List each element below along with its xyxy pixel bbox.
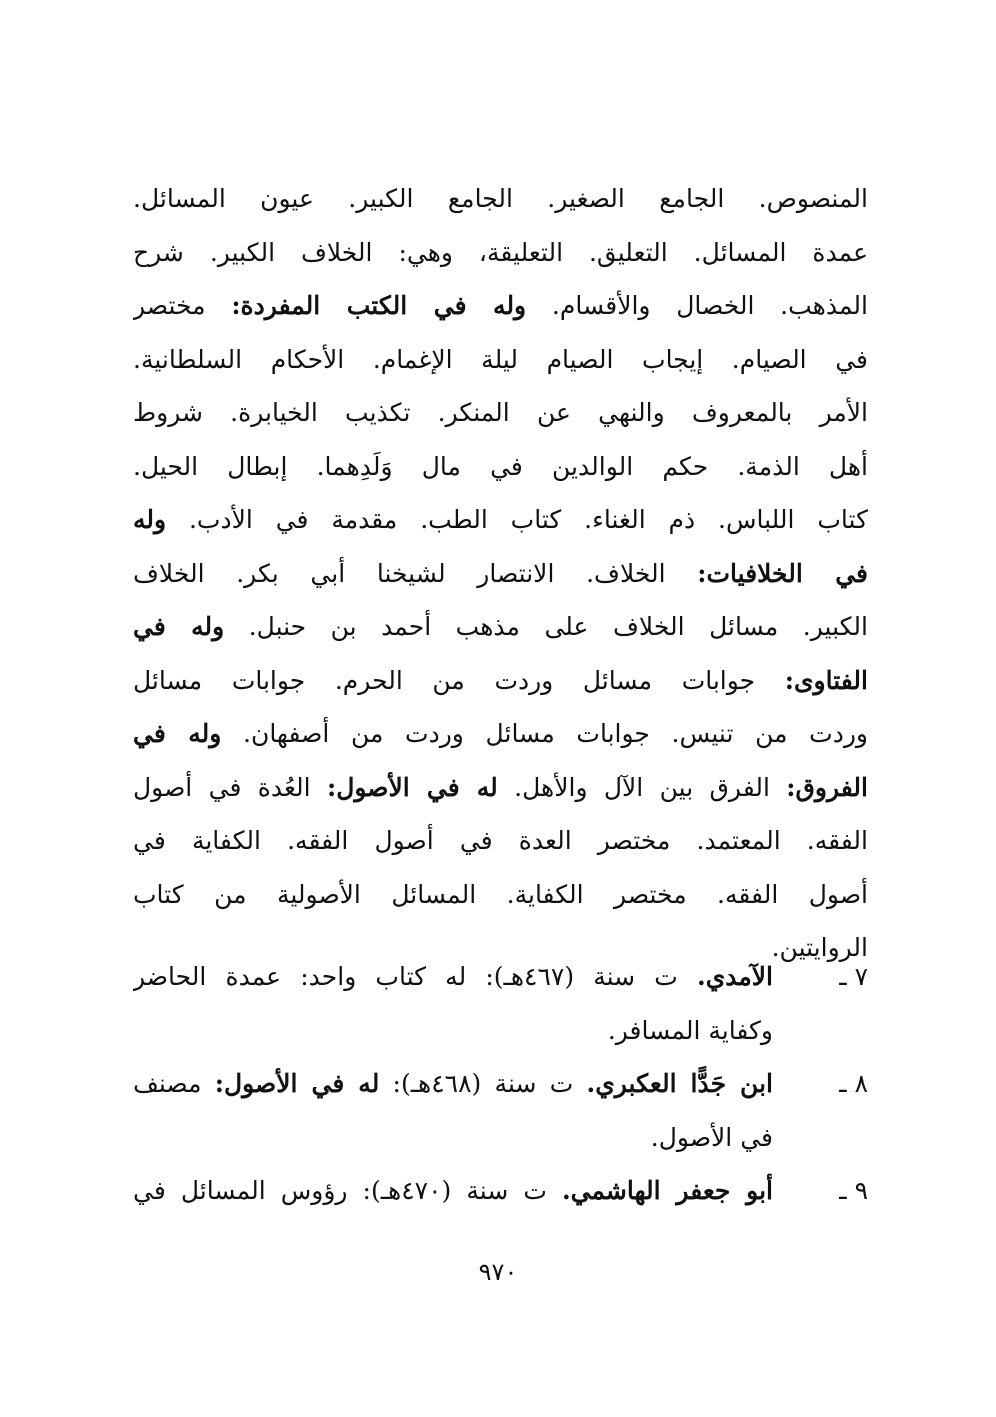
text-segment: الكبير. مسائل الخلاف على مذهب أحمد بن حنبل. (224, 612, 868, 641)
bold-heading-segment: أبو جعفر الهاشمي. (561, 1176, 773, 1205)
text-segment: عمدة المسائل. التعليق. التعليقة، وهي: الخلاف الكبير. شرح (133, 237, 868, 267)
text-segment: وردت من تنيس. جوابات مسائل وردت من أصفهان. (221, 719, 868, 748)
entry-item (133, 950, 868, 1057)
bold-heading-segment: الفروق: (786, 772, 868, 802)
entry-text (133, 1057, 773, 1164)
entry-text (133, 950, 773, 1057)
bold-heading-segment: وله (133, 505, 167, 534)
text-segment: العُدة في أصول (133, 772, 327, 802)
numbered-entries (133, 950, 868, 1218)
text-segment: الأمر بالمعروف والنهي عن المنكر. تكذيب الخيابرة. شروط (133, 398, 868, 427)
bold-heading-segment: وله في (133, 612, 225, 641)
text-segment: الفرق بين الآل والأهل. (497, 772, 787, 802)
text-line (133, 279, 868, 333)
text-line (133, 386, 868, 440)
bold-heading-segment: الآمدي. (696, 962, 773, 991)
text-line (133, 1164, 773, 1218)
text-line (133, 493, 868, 547)
text-line (133, 226, 868, 280)
text-segment: ت سنة (٤٦٨هـ): (379, 1069, 587, 1098)
page-number: ٩٧٠ (478, 1258, 518, 1286)
text-line (133, 333, 868, 387)
text-line (133, 547, 868, 601)
text-line (133, 868, 868, 922)
bold-heading-segment: له في الأصول: (327, 772, 498, 802)
entry-item (133, 1057, 868, 1164)
text-segment: الفقه. المعتمد. مختصر العدة في أصول الفقه. الكفاية في (133, 826, 868, 855)
text-line (133, 1057, 773, 1111)
text-segment: مختصر (133, 291, 232, 320)
text-segment: مصنف (133, 1069, 215, 1098)
text-line (133, 1111, 773, 1165)
bold-heading-segment: في الخلافيات: (697, 558, 868, 588)
text-line (133, 707, 868, 761)
entry-text (133, 1164, 773, 1218)
text-segment: المذهب. الخصال والأقسام. (526, 291, 868, 320)
text-segment: في الأصول. (650, 1122, 773, 1152)
text-segment: جوابات مسائل وردت من الحرم. جوابات مسائل (133, 665, 785, 695)
entry-number: ٨ ـ (839, 1069, 868, 1098)
body-paragraph (133, 172, 868, 975)
bold-heading-segment: ابن جَدًّا العكبري. (586, 1069, 773, 1098)
entry-number: ٩ ـ (839, 1176, 868, 1205)
entry-number: ٧ ـ (839, 962, 868, 991)
text-segment: في الصيام. إيجاب الصيام ليلة الإغمام. الأحكام السلطانية. (133, 344, 868, 374)
bold-heading-segment: الفتاوى: (784, 665, 868, 695)
text-segment: المنصوص. الجامع الصغير. الجامع الكبير. عيون المسائل. (133, 184, 868, 213)
text-line (133, 761, 868, 815)
bold-heading-segment: وله في (133, 719, 222, 748)
bold-heading-segment: له في الأصول: (214, 1069, 380, 1098)
text-segment: أهل الذمة. حكم الوالدين في مال وَلَدِهما. إبطال الحيل. (133, 451, 868, 481)
text-segment: أصول الفقه. مختصر الكفاية. المسائل الأصولية من كتاب (133, 879, 868, 909)
text-line (133, 172, 868, 226)
text-segment: كتاب اللباس. ذم الغناء. كتاب الطب. مقدمة في الأدب. (166, 505, 868, 534)
text-line (133, 950, 773, 1004)
text-line (133, 1004, 773, 1058)
text-segment: ت سنة (٤٧٠هـ): رؤوس المسائل في (133, 1176, 562, 1205)
text-segment: ت سنة (٤٦٧هـ): له كتاب واحد: عمدة الحاضر (133, 962, 697, 991)
text-line (133, 440, 868, 494)
entry-item (133, 1164, 868, 1218)
text-segment: الخلاف. الانتصار لشيخنا أبي بكر. الخلاف (133, 558, 698, 588)
bold-heading-segment: وله في الكتب المفردة: (231, 291, 527, 320)
text-segment: وكفاية المسافر. (607, 1015, 773, 1045)
text-line (133, 600, 868, 654)
text-line (133, 814, 868, 868)
text-line (133, 654, 868, 708)
text-segment: الروايتين. (771, 933, 868, 962)
